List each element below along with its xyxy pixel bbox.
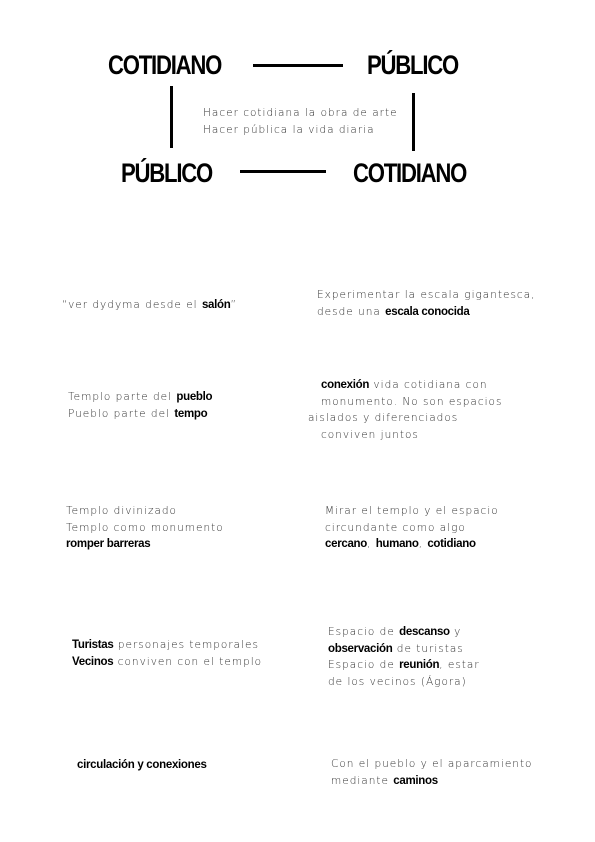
note-line: conviven juntos bbox=[321, 428, 419, 441]
note-line bbox=[328, 657, 480, 674]
note-conexion bbox=[308, 377, 503, 443]
note-line: Con el pueblo y el aparcamiento bbox=[331, 758, 533, 770]
title-bottom-right: COTIDIANO bbox=[353, 158, 467, 188]
note-line: aislados y diferenciados bbox=[308, 412, 459, 424]
note-keyword: Vecinos bbox=[72, 655, 114, 668]
note-line bbox=[328, 641, 480, 658]
note-keyword: reunión bbox=[399, 659, 440, 671]
note-caminos bbox=[331, 756, 532, 789]
note-text: , estar bbox=[439, 659, 480, 671]
note-templo-pueblo bbox=[68, 389, 212, 422]
note-salon bbox=[62, 297, 237, 314]
note-line bbox=[328, 624, 480, 641]
title-bottom-left: PÚBLICO bbox=[121, 158, 213, 188]
note-keyword: caminos bbox=[393, 774, 438, 787]
note-line bbox=[72, 654, 262, 671]
note-mirar-templo bbox=[325, 503, 499, 553]
note-line bbox=[68, 389, 212, 406]
note-text: desde una bbox=[317, 305, 386, 318]
note-keyword: Turistas bbox=[72, 639, 114, 651]
note-line bbox=[72, 637, 262, 654]
title-top-right: PÚBLICO bbox=[367, 50, 459, 80]
note-line: Mirar el templo y el espacio bbox=[325, 505, 499, 517]
note-keyword: pueblo bbox=[176, 391, 213, 403]
note-text: de turistas bbox=[392, 642, 464, 655]
note-line: de los vecinos (Ágora) bbox=[328, 675, 467, 688]
note-keyword: escala conocida bbox=[385, 305, 470, 318]
connector-right bbox=[412, 93, 415, 151]
note-line: Templo como monumento bbox=[66, 521, 224, 534]
note-keyword: cercano bbox=[325, 538, 368, 550]
note-line bbox=[321, 377, 502, 394]
note-text: y bbox=[449, 626, 462, 638]
note-keyword: circulación y conexiones bbox=[77, 759, 207, 771]
note-text: conviven con el templo bbox=[113, 655, 263, 668]
note-line: monumento. No son espacios bbox=[321, 395, 503, 408]
center-line-1: Hacer cotidiana la obra de arte bbox=[203, 107, 398, 119]
connector-bottom bbox=[240, 170, 326, 173]
note-keyword: tempo bbox=[174, 407, 208, 420]
note-line: Templo divinizado bbox=[66, 505, 177, 517]
note-keyword: humano bbox=[375, 538, 419, 550]
note-line bbox=[66, 536, 224, 553]
note-line bbox=[68, 406, 212, 423]
note-espacio-descanso bbox=[328, 624, 480, 690]
note-text: , bbox=[367, 538, 376, 550]
note-text: Espacio de bbox=[328, 659, 400, 671]
note-text: “ver dydyma desde el bbox=[62, 299, 202, 311]
note-line bbox=[325, 536, 499, 553]
note-keyword: descanso bbox=[399, 626, 450, 638]
note-text: vida cotidiana con bbox=[369, 379, 488, 391]
note-text: personajes temporales bbox=[113, 639, 259, 651]
note-turistas-vecinos bbox=[72, 637, 262, 670]
note-line: circundante como algo bbox=[325, 521, 466, 534]
note-templo-divinizado bbox=[66, 503, 224, 553]
note-circulacion bbox=[77, 757, 207, 774]
note-text: Pueblo parte del bbox=[68, 407, 175, 420]
center-line-2: Hacer pública la vida diaria bbox=[203, 123, 375, 136]
connector-top bbox=[253, 64, 343, 67]
note-text: , bbox=[418, 538, 428, 550]
note-keyword: romper barreras bbox=[66, 538, 151, 550]
note-keyword: cotidiano bbox=[427, 538, 476, 550]
connector-left bbox=[170, 86, 173, 148]
note-line: Experimentar la escala gigantesca, bbox=[317, 289, 536, 301]
note-text: ” bbox=[230, 299, 237, 311]
note-line bbox=[331, 773, 532, 790]
note-keyword: salón bbox=[201, 299, 231, 311]
diagram-center-text bbox=[203, 105, 398, 138]
note-line bbox=[317, 304, 535, 321]
note-escala bbox=[317, 287, 535, 320]
note-text: Espacio de bbox=[328, 626, 400, 638]
note-keyword: observación bbox=[328, 642, 393, 655]
title-top-left: COTIDIANO bbox=[108, 50, 222, 80]
note-text: Templo parte del bbox=[68, 391, 177, 403]
note-keyword: conexión bbox=[321, 379, 370, 391]
note-text: mediante bbox=[331, 774, 394, 787]
